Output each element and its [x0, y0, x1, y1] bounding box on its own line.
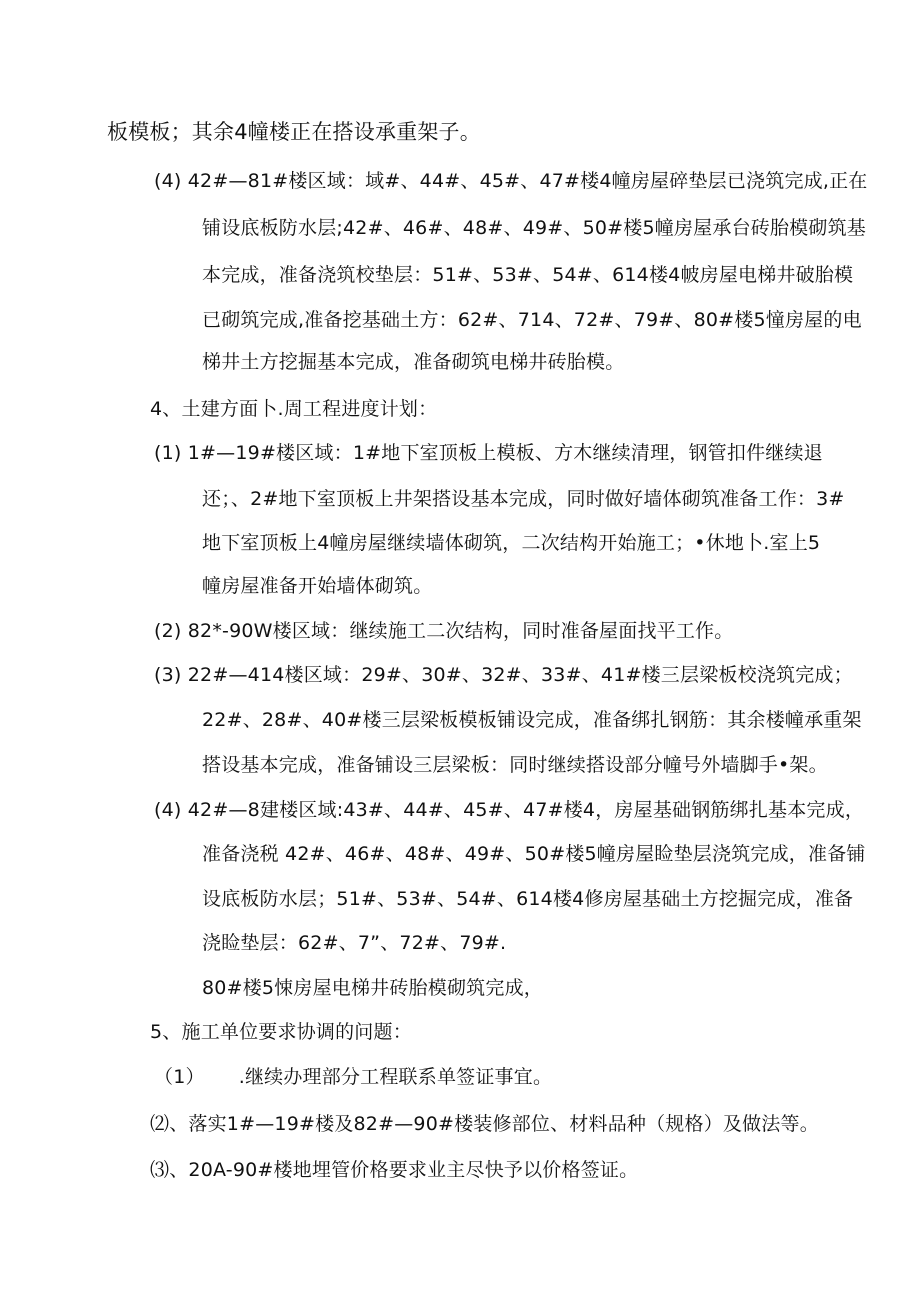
- text-line: 搭设基本完成，准备铺设三层梁板：同时继续搭设部分幢号外墙脚手•架。: [202, 754, 828, 776]
- text-line: 设底板防水层；51#、53#、54#、614楼4修房屋基础土方挖掘完成，准备: [202, 888, 854, 910]
- text-line: 22#、28#、40#楼三层梁板模板铺设完成，准备绑扎钢筋：其余楼幢承重架: [202, 709, 862, 731]
- text-line: ⑶、20A-90#楼地埋管价格要求业主尽快予以价格签证。: [150, 1159, 639, 1181]
- text-line: (3) 22#—414楼区域：29#、30#、32#、33#、41#楼三层梁板校浇筑完成；: [154, 664, 853, 686]
- text-line: (1) 1#—19#楼区域：1#地下室顶板上模板、方木继续清理，钢管扣件继续退: [154, 442, 823, 464]
- text-line: [154, 1064, 552, 1090]
- text-line: 铺设底板防水层;42#、46#、48#、49#、50#楼5幢房屋承台砖胎模砌筑基: [202, 217, 866, 239]
- section-heading: 4、土建方面卜.周工程进度计划：: [150, 398, 438, 420]
- text-line: 地下室顶板上4幢房屋继续墙体砌筑，二次结构开始施工；•休地卜.室上5: [202, 532, 821, 554]
- text-line: 已砌筑完成,准备挖基础土方：62#、714、72#、79#、80#楼5憧房屋的电: [202, 309, 862, 331]
- item-text: .继续办理部分工程联系单签证事宜。: [238, 1066, 553, 1088]
- text-line: (4) 42#—8建楼区域:43#、44#、45#、47#楼4，房屋基础钢筋绑扎基本完成，: [154, 799, 865, 821]
- text-line: 还；、2#地下室顶板上井架搭设基本完成，同时做好墙体砌筑准备工作：3#: [202, 488, 845, 510]
- text-line: ⑵、落实1#—19#楼及82#—90#楼装修部位、材料品种（规格）及做法等。: [150, 1113, 819, 1135]
- text-line: (4) 42#—81#楼区域：域#、44#、45#、47#楼4幢房屋碎垫层已浇筑完成,正在: [154, 170, 868, 192]
- text-line: 80#楼5悚房屋电梯井砖胎模砌筑完成，: [202, 977, 543, 999]
- text-line: 梯井土方挖掘基本完成，准备砌筑电梯井砖胎模。: [202, 351, 625, 373]
- text-line: 浇睑垫层：62#、7”、72#、79#.: [202, 932, 507, 954]
- text-line: 幢房屋准备开始墙体砌筑。: [202, 575, 433, 597]
- text-line: 本完成，准备浇筑校垫层：51#、53#、54#、614楼4帔房屋电梯井破胎模: [202, 264, 854, 286]
- text-line: (2) 82*-90W楼区域：继续施工二次结构，同时准备屋面找平工作。: [154, 620, 734, 642]
- section-heading: 5、施工单位要求协调的问题：: [150, 1021, 412, 1043]
- item-number: （1）: [154, 1066, 205, 1088]
- text-line: 准备浇税 42#、46#、48#、49#、50#楼5幢房屋睑垫层浇筑完成，准备铺: [202, 843, 866, 865]
- text-line: 板模板；其余4幢楼正在搭设承重架子。: [107, 120, 481, 144]
